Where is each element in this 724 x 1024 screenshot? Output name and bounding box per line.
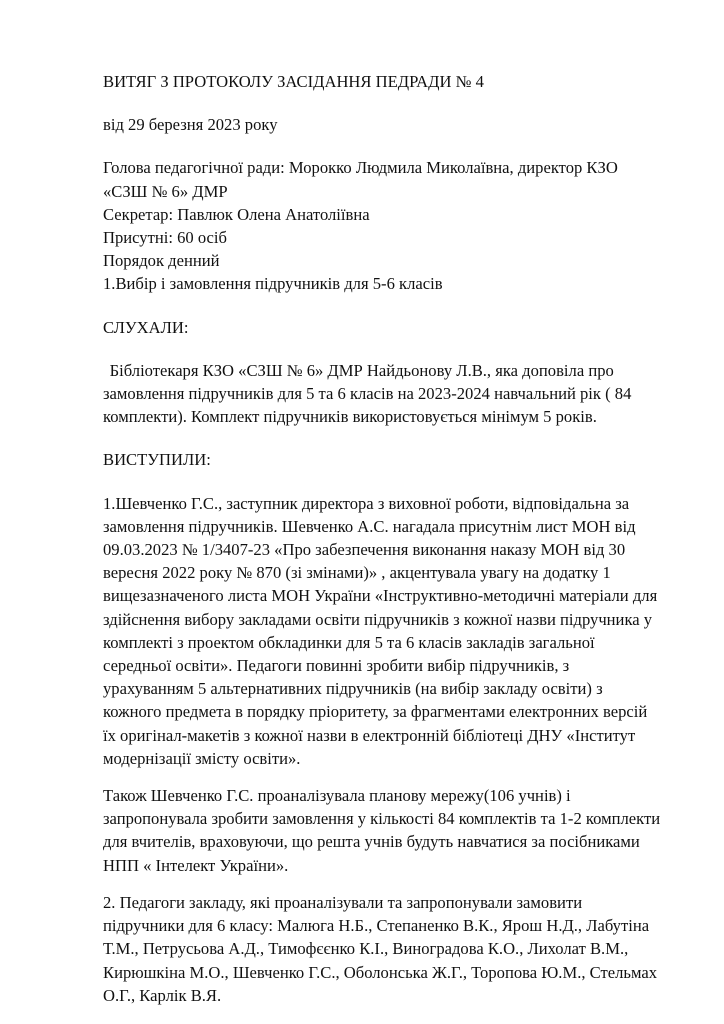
spoke-paragraph-3: 2. Педагоги закладу, які проаналізували та запропонували замовити підручники для 6 класу: Малюга Н.Б., Степаненко В.К., Ярош Н.Д., Лабутіна Т.М., Петрусьова А.Д., Тимофєєнко К.І., Виноградова К.О., Лихолат В.М., Кирюшкіна М.О., Шевченко Г.С., Оболонська Ж.Г., Торопова Ю.М., Стельмах О.Г., Карлік В.Я. (103, 892, 658, 1005)
heard-paragraph: Бібліотекаря КЗО «СЗШ № 6» ДМР Найдьонову Л.В., яка доповіла про замовлення підручників для 5 та 6 класів на 2023-2024 навчальний рік ( 84 комплекти). Комплект підручників використовується мінімум 5 років. (103, 360, 632, 427)
heard-heading: СЛУХАЛИ: (103, 317, 189, 337)
protocol-extract (103, 60, 663, 1007)
document-title: ВИТЯГ З ПРОТОКОЛУ ЗАСІДАННЯ ПЕДРАДИ № 4 (103, 72, 484, 91)
spoke-paragraph-1: 1.Шевченко Г.С., заступник директора з виховної роботи, відповідальна за замовлення підручників. Шевченко А.С. нагадала присутнім лист МОН від 09.03.2023 № 1/3407-23 «Про забезпечення виконання наказу МОН від 30 вересня 2022 року № 870 (зі змінами)» , акцентувала увагу на додатку 1 вищезазначеного листа МОН України «Інструктивно-методичні матеріали для здійснення вибору закладами освіти підручників з кожної назви підручника у комплекті з проектом обкладинки для 5 та 6 класів закладів загальної середньої освіти». Педагоги повинні зробити вибір підручників, з урахуванням 5 альтернативних підручників (на вибір закладу освіти) з кожного предмета в порядку пріоритету, за фрагментами електронних версій їх оригінал-макетів з кожної назви в електронній бібліотеці ДНУ «Інститут модернізації змісту освіти». (103, 493, 658, 768)
agenda-heading: Порядок денний (103, 251, 220, 271)
spoke-paragraph-2: Також Шевченко Г.С. проаналізувала планову мережу(106 учнів) і запропонувала зробити замовлення у кількості 84 комплектів та 1-2 комплекти для вчителів, враховуючи, що решта учнів будуть навчатися за посібниками НПП « Інтелект України». (103, 786, 661, 875)
chair-line: Голова педагогічної ради: Морокко Людмила Миколаївна, директор КЗО «СЗШ № 6» ДМР (103, 158, 618, 201)
agenda-item: 1.Вибір і замовлення підручників для 5-6 класів (103, 274, 443, 294)
secretary-line: Секретар: Павлюк Олена Анатоліївна (103, 204, 370, 224)
present-line: Присутні: 60 осіб (103, 228, 227, 248)
spoke-heading: ВИСТУПИЛИ: (103, 450, 211, 470)
meeting-date: від 29 березня 2023 року (103, 115, 278, 135)
